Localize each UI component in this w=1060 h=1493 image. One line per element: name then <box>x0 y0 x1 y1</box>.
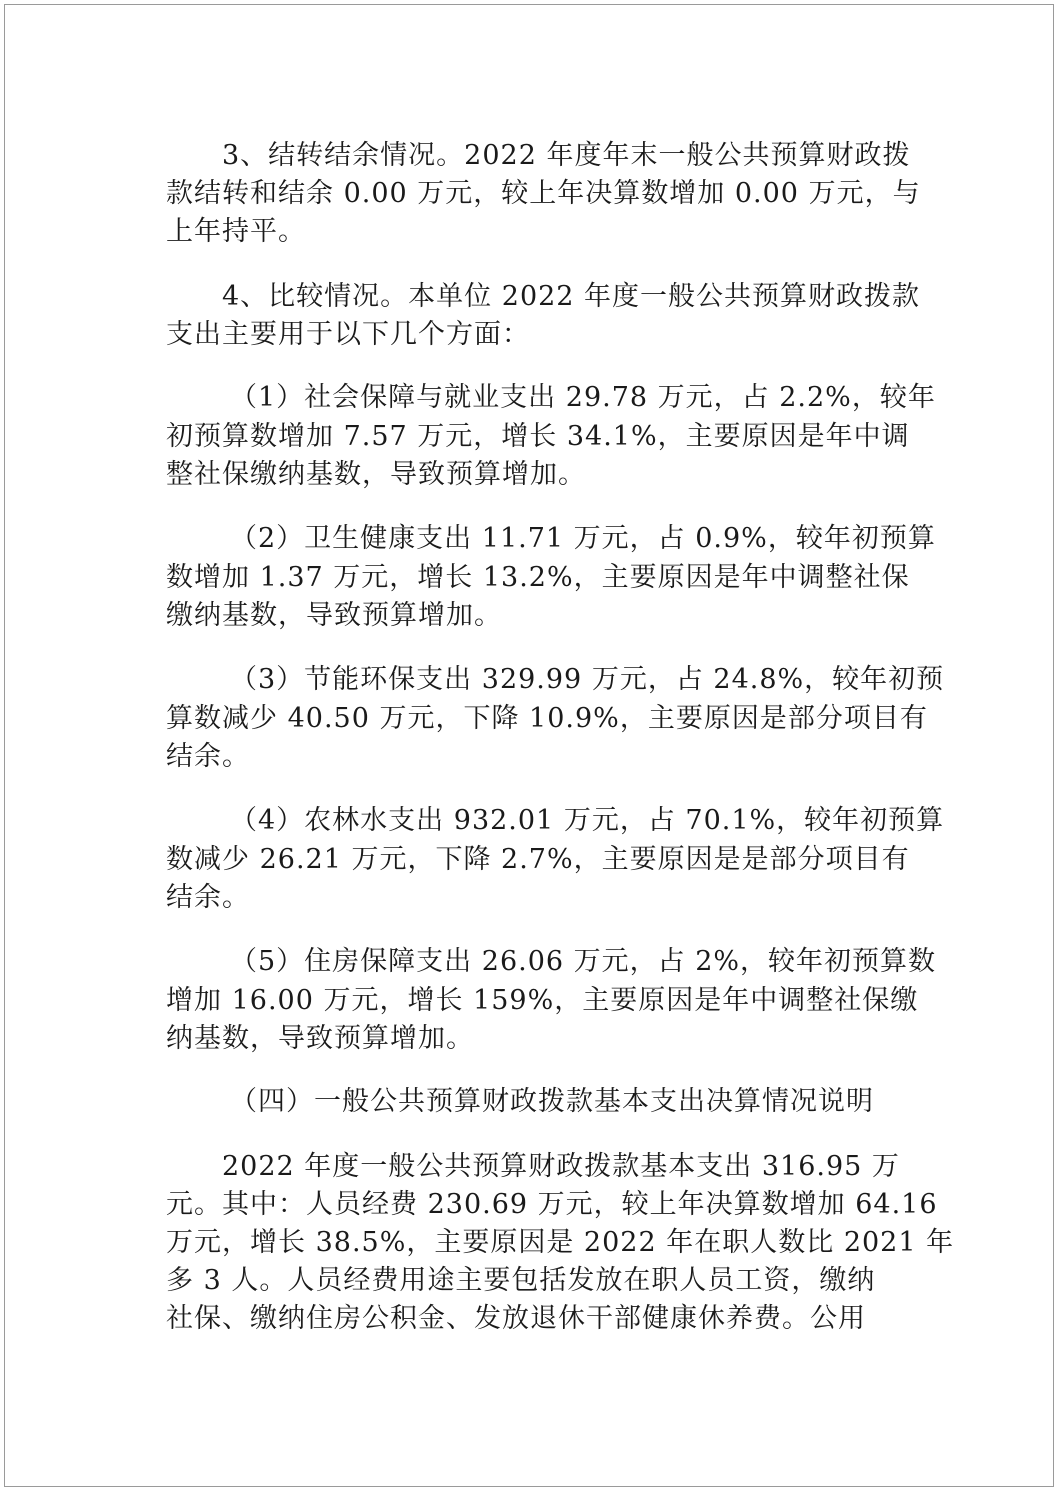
paragraph-5-line-2: 算数减少 40.50 万元，下降 10.9%，主要原因是部分项目有 <box>166 703 928 734</box>
paragraph-4-line-2: 数增加 1.37 万元，增长 13.2%，主要原因是年中调整社保 <box>166 562 910 593</box>
paragraph-1-line-2: 款结转和结余 0.00 万元，较上年决算数增加 0.00 万元，与 <box>166 178 921 209</box>
paragraph-6-line-1: （4）农林水支出 932.01 万元，占 70.1%，较年初预算 <box>230 805 945 836</box>
paragraph-7-line-2: 增加 16.00 万元，增长 159%，主要原因是年中调整社保缴 <box>166 985 919 1016</box>
paragraph-3-line-1: （1）社会保障与就业支出 29.78 万元，占 2.2%，较年 <box>230 382 936 413</box>
paragraph-9-line-4: 多 3 人。人员经费用途主要包括发放在职人员工资，缴纳 <box>166 1265 876 1296</box>
paragraph-1-line-3: 上年持平。 <box>166 216 306 247</box>
paragraph-2-line-2: 支出主要用于以下几个方面： <box>166 319 530 350</box>
paragraph-9-line-5: 社保、缴纳住房公积金、发放退休干部健康休养费。公用 <box>166 1303 866 1334</box>
paragraph-6-line-3: 结余。 <box>166 882 250 913</box>
section-heading: （四）一般公共预算财政拨款基本支出决算情况说明 <box>230 1086 874 1117</box>
paragraph-4-line-3: 缴纳基数，导致预算增加。 <box>166 600 502 631</box>
paragraph-4-line-1: （2）卫生健康支出 11.71 万元，占 0.9%，较年初预算 <box>230 523 936 554</box>
paragraph-6-line-2: 数减少 26.21 万元，下降 2.7%，主要原因是是部分项目有 <box>166 844 910 875</box>
paragraph-3-line-2: 初预算数增加 7.57 万元，增长 34.1%，主要原因是年中调 <box>166 421 910 452</box>
paragraph-5-line-3: 结余。 <box>166 741 250 772</box>
paragraph-7-line-1: （5）住房保障支出 26.06 万元，占 2%，较年初预算数 <box>230 946 937 977</box>
paragraph-5-line-1: （3）节能环保支出 329.99 万元，占 24.8%，较年初预 <box>230 664 945 695</box>
paragraph-9-line-2: 元。其中：人员经费 230.69 万元，较上年决算数增加 64.16 <box>166 1189 938 1220</box>
paragraph-2-line-1: 4、比较情况。本单位 2022 年度一般公共预算财政拨款 <box>222 281 921 312</box>
paragraph-9-line-1: 2022 年度一般公共预算财政拨款基本支出 316.95 万 <box>222 1151 900 1182</box>
paragraph-3-line-3: 整社保缴纳基数，导致预算增加。 <box>166 459 586 490</box>
paragraph-1-line-1: 3、结转结余情况。2022 年度年末一般公共预算财政拨 <box>222 140 911 171</box>
paragraph-7-line-3: 纳基数，导致预算增加。 <box>166 1023 474 1054</box>
paragraph-9-line-3: 万元，增长 38.5%，主要原因是 2022 年在职人数比 2021 年 <box>166 1227 955 1258</box>
